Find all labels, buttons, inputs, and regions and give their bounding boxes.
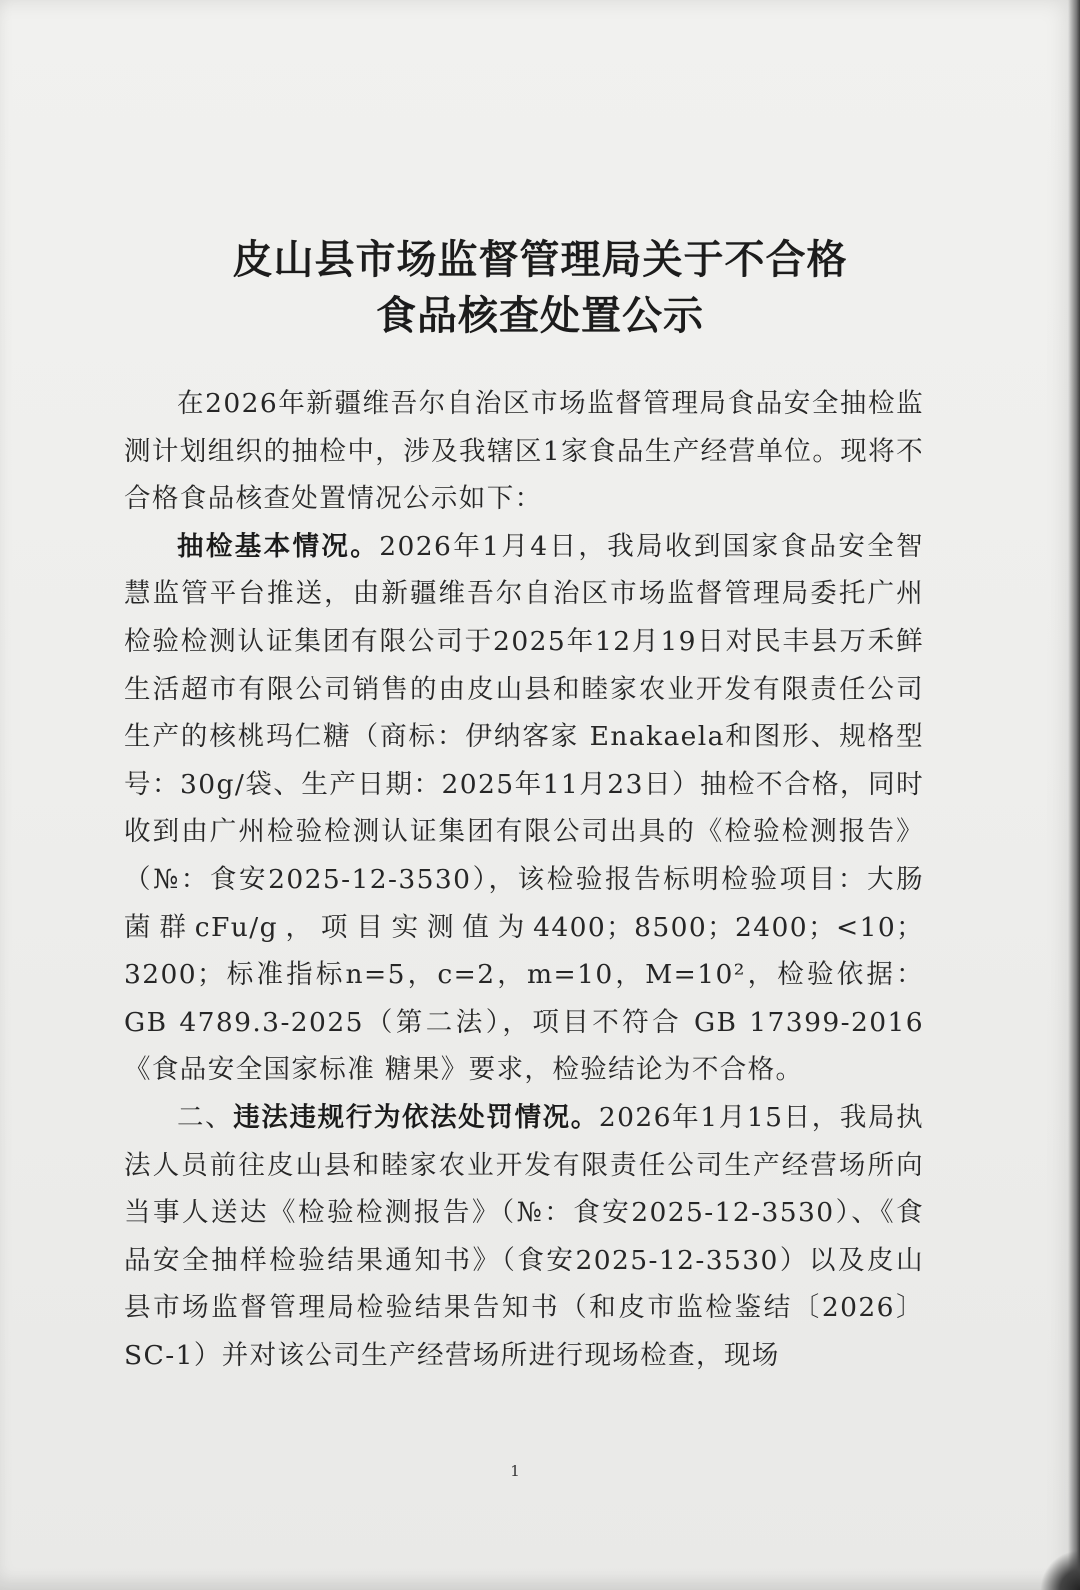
page-corner-shadow bbox=[1040, 1550, 1080, 1590]
section-1-body: 2026年1月4日，我局收到国家食品安全智慧监管平台推送，由新疆维吾尔自治区市场监督管理局委托广州检验检测认证集团有限公司于2025年12月19日对民丰县万禾鲜生活超市有限公司销售的由皮山县和睦家农业开发有限责任公司生产的核桃玛仁糖（商标：伊纳客家 Enakaela和图形、规格型号：30g/袋、生产日期：2025年11月23日）抽检不合格，同时收到由广州检验检测认证集团有限公司出具的《检验检测报告》（№：食安2025-12-3530），该检验报告标明检验项目：大肠菌群cFu/g，项目实测值为4400；8500；2400；<10；3200；标准指标n=5，c=2，m=10，M=10²，检验依据：GB 4789.3-2025（第二法），项目不符合 GB 17399-2016《食品安全国家标准 糖果》要求，检验结论为不合格。 bbox=[124, 530, 924, 1086]
section-2-heading: 违法违规行为依法处罚情况。 bbox=[233, 1101, 599, 1133]
intro-paragraph: 在2026年新疆维吾尔自治区市场监督管理局食品安全抽检监测计划组织的抽检中，涉及我辖区1家食品生产经营单位。现将不合格食品核查处置情况公示如下： bbox=[124, 388, 924, 515]
section-2-prefix: 二、 bbox=[177, 1101, 234, 1133]
page-edge-shadow bbox=[1068, 0, 1080, 1590]
document-title-line-1: 皮山县市场监督管理局关于不合格 bbox=[232, 236, 848, 283]
section-1-heading: 抽检基本情况。 bbox=[177, 530, 380, 562]
page-number: 1 bbox=[510, 1462, 520, 1480]
section-1-paragraph bbox=[124, 523, 924, 1094]
section-2-body: 2026年1月15日，我局执法人员前往皮山县和睦家农业开发有限责任公司生产经营场所向当事人送达《检验检测报告》（№：食安2025-12-3530）、《食品安全抽样检验结果通知书》（食安2025-12-3530）以及皮山县市场监督管理局检验结果告知书（和皮市监检鉴结〔2026〕SC-1）并对该公司生产经营场所进行现场检查，现场 bbox=[124, 1101, 924, 1371]
section-2-paragraph bbox=[124, 1094, 924, 1380]
document-title-line-2: 食品核查处置公示 bbox=[376, 292, 704, 339]
document-body bbox=[124, 380, 924, 1379]
